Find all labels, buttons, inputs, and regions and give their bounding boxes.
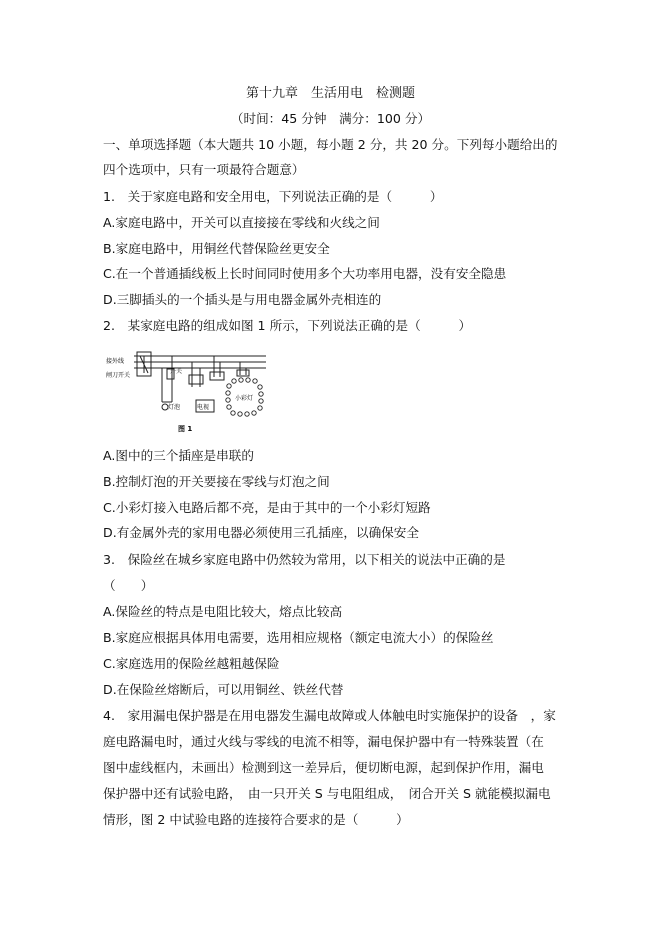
question-2-option-b: B.控制灯泡的开关要接在零线与灯泡之间 [103,474,330,489]
question-1-option-b: B.家庭电路中，用铜丝代替保险丝更安全 [103,241,330,256]
circuit-figure [104,347,274,437]
question-4-line-3: 图中虚线框内，未画出）检测到这一差异后，便切断电源，起到保护作用，漏电 [103,760,544,775]
figure-label-wires: 接外线 [106,358,125,365]
question-4-line-2: 庭电路漏电时，通过火线与零线的电流不相等，漏电保护器中有一特殊装置（在 [103,734,544,749]
figure-label-tv: 电视 [197,404,210,411]
question-2-option-d: D.有金属外壳的家用电器必须使用三孔插座，以确保安全 [103,525,419,540]
question-4-line-1: 4. 家用漏电保护器是在用电器发生漏电故障或人体触电时实施保护的设备 ，家 [103,708,556,723]
question-1-option-c: C.在一个普通插线板上长时间同时使用多个大功率用电器，没有安全隐患 [103,266,507,281]
section-heading-line1: 一、单项选择题（本大题共 10 小题，每小题 2 分，共 20 分。下列每小题给出的 [103,137,558,152]
question-1-option-d: D.三脚插头的一个插头是与用电器金属外壳相连的 [103,292,382,307]
question-4-line-4: 保护器中还有试验电路， 由一只开关 S 与电阻组成， 闭合开关 S 就能模拟漏电 [103,786,551,801]
question-3-option-c: C.家庭选用的保险丝越粗越保险 [103,656,280,671]
figure-caption: 图 1 [178,425,193,433]
question-3-stem: 3. 保险丝在城乡家庭电路中仍然较为常用，以下相关的说法中正确的是 [103,552,506,567]
question-2-option-c: C.小彩灯接入电路后都不亮，是由于其中的一个小彩灯短路 [103,500,431,515]
question-2-stem: 2. 某家庭电路的组成如图 1 所示，下列说法正确的是（ ） [103,318,472,333]
page-title: 第十九章 生活用电 检测题 [245,86,415,101]
question-1-option-a: A.家庭电路中，开关可以直接接在零线和火线之间 [103,215,380,230]
figure-label-switch: 开关 [170,368,183,375]
figure-label-lamp: 灯泡 [168,404,181,411]
page-subtitle: （时间：45 分钟 满分：100 分） [230,111,431,126]
figure-label-knife-switch: 闸刀开关 [106,372,131,379]
question-3-option-b: B.家庭应根据具体用电需要，选用相应规格（额定电流大小）的保险丝 [103,630,494,645]
question-3-answer-bracket: （ ） [103,578,154,593]
section-heading-line2: 四个选项中，只有一项最符合题意） [103,162,305,177]
question-1-stem: 1. 关于家庭电路和安全用电，下列说法正确的是（ ） [103,189,443,204]
question-4-line-5: 情形，图 2 中试验电路的连接符合要求的是（ ） [103,812,409,827]
question-3-option-a: A.保险丝的特点是电阻比较大，熔点比较高 [103,604,343,619]
question-3-option-d: D.在保险丝熔断后，可以用铜丝、铁丝代替 [103,682,344,697]
question-2-option-a: A.图中的三个插座是串联的 [103,448,254,463]
figure-label-small-lights: 小彩灯 [235,395,254,402]
